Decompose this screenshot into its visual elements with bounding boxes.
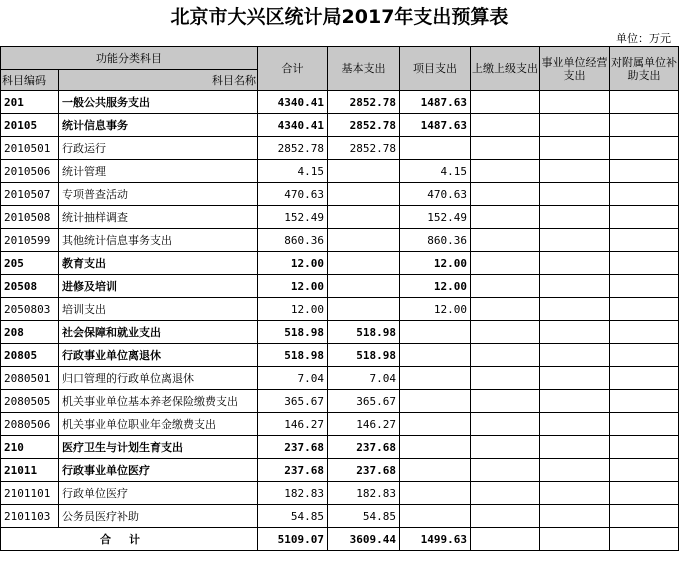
total-cell: 237.68 bbox=[258, 436, 328, 459]
name-cell: 一般公共服务支出 bbox=[59, 91, 258, 114]
subsidy-cell bbox=[610, 183, 679, 206]
table-row bbox=[1, 114, 679, 137]
code-cell: 201 bbox=[1, 91, 59, 114]
project-cell: 152.49 bbox=[400, 206, 471, 229]
name-cell: 公务员医疗补助 bbox=[59, 505, 258, 528]
subsidy-cell bbox=[610, 344, 679, 367]
public-unit-cell bbox=[540, 367, 610, 390]
total-cell: 237.68 bbox=[258, 459, 328, 482]
code-cell: 2010506 bbox=[1, 160, 59, 183]
public-unit-cell bbox=[540, 114, 610, 137]
basic-cell: 237.68 bbox=[328, 436, 400, 459]
code-header: 科目编码 bbox=[1, 70, 59, 91]
public-unit-cell bbox=[540, 436, 610, 459]
subsidy-cell bbox=[610, 206, 679, 229]
basic-cell bbox=[328, 183, 400, 206]
total-cell: 518.98 bbox=[258, 321, 328, 344]
table-row bbox=[1, 505, 679, 528]
total-cell: 12.00 bbox=[258, 252, 328, 275]
subsidy-cell bbox=[610, 275, 679, 298]
total-cell: 2852.78 bbox=[258, 137, 328, 160]
basic-cell bbox=[328, 206, 400, 229]
public-unit-cell bbox=[540, 298, 610, 321]
basic-cell bbox=[328, 229, 400, 252]
public-unit-cell bbox=[540, 91, 610, 114]
public-unit-cell bbox=[540, 482, 610, 505]
total-label: 合计 bbox=[1, 528, 258, 551]
table-row bbox=[1, 413, 679, 436]
total-header: 合计 bbox=[258, 47, 328, 91]
upper-cell bbox=[471, 252, 540, 275]
subsidy-cell bbox=[610, 229, 679, 252]
project-cell bbox=[400, 459, 471, 482]
subsidy-cell bbox=[610, 91, 679, 114]
basic-cell bbox=[328, 252, 400, 275]
upper-cell bbox=[471, 183, 540, 206]
upper-cell bbox=[471, 436, 540, 459]
code-cell: 20105 bbox=[1, 114, 59, 137]
project-cell: 470.63 bbox=[400, 183, 471, 206]
code-cell: 2101103 bbox=[1, 505, 59, 528]
project-cell bbox=[400, 482, 471, 505]
total-cell: 4.15 bbox=[258, 160, 328, 183]
basic-cell: 182.83 bbox=[328, 482, 400, 505]
upper-cell bbox=[471, 413, 540, 436]
total-cell: 12.00 bbox=[258, 275, 328, 298]
table-row bbox=[1, 160, 679, 183]
name-cell: 行政事业单位离退休 bbox=[59, 344, 258, 367]
total-row bbox=[1, 528, 679, 551]
code-cell: 20508 bbox=[1, 275, 59, 298]
subsidy-cell bbox=[610, 367, 679, 390]
page-title: 北京市大兴区统计局2017年支出预算表 bbox=[170, 6, 509, 28]
table-row bbox=[1, 183, 679, 206]
basic-cell bbox=[328, 275, 400, 298]
upper-cell bbox=[471, 275, 540, 298]
total-cell: 54.85 bbox=[258, 505, 328, 528]
table-row bbox=[1, 459, 679, 482]
total-cell: 470.63 bbox=[258, 183, 328, 206]
upper-cell bbox=[471, 229, 540, 252]
subsidy-header: 对附属单位补助支出 bbox=[610, 47, 679, 91]
public-unit-cell bbox=[540, 413, 610, 436]
func-category-header: 功能分类科目 bbox=[1, 47, 258, 70]
upper-cell bbox=[471, 321, 540, 344]
total-cell: 365.67 bbox=[258, 390, 328, 413]
total-cell: 860.36 bbox=[258, 229, 328, 252]
basic-header: 基本支出 bbox=[328, 47, 400, 91]
code-cell: 205 bbox=[1, 252, 59, 275]
name-cell: 统计信息事务 bbox=[59, 114, 258, 137]
table-row bbox=[1, 91, 679, 114]
table-row bbox=[1, 229, 679, 252]
code-cell: 2010508 bbox=[1, 206, 59, 229]
subsidy-cell bbox=[610, 321, 679, 344]
table-row bbox=[1, 482, 679, 505]
project-cell: 12.00 bbox=[400, 275, 471, 298]
table-row bbox=[1, 252, 679, 275]
basic-cell bbox=[328, 160, 400, 183]
basic-cell: 365.67 bbox=[328, 390, 400, 413]
public-unit-cell bbox=[540, 206, 610, 229]
public-unit-cell bbox=[540, 459, 610, 482]
table-row bbox=[1, 321, 679, 344]
grand-total-cell: 5109.07 bbox=[258, 528, 328, 551]
upper-cell bbox=[471, 298, 540, 321]
project-cell bbox=[400, 321, 471, 344]
project-cell: 860.36 bbox=[400, 229, 471, 252]
project-cell bbox=[400, 137, 471, 160]
name-cell: 机关事业单位职业年金缴费支出 bbox=[59, 413, 258, 436]
subsidy-cell bbox=[610, 298, 679, 321]
upper-cell bbox=[471, 137, 540, 160]
upper-cell bbox=[471, 390, 540, 413]
public-unit-cell bbox=[540, 390, 610, 413]
code-cell: 210 bbox=[1, 436, 59, 459]
basic-cell: 518.98 bbox=[328, 321, 400, 344]
table-row bbox=[1, 367, 679, 390]
public-unit-cell bbox=[540, 528, 610, 551]
upper-cell bbox=[471, 459, 540, 482]
grand-basic-cell: 3609.44 bbox=[328, 528, 400, 551]
code-cell: 21011 bbox=[1, 459, 59, 482]
code-cell: 2080501 bbox=[1, 367, 59, 390]
subsidy-cell bbox=[610, 505, 679, 528]
project-cell bbox=[400, 436, 471, 459]
name-cell: 其他统计信息事务支出 bbox=[59, 229, 258, 252]
code-cell: 2010507 bbox=[1, 183, 59, 206]
project-cell bbox=[400, 390, 471, 413]
code-cell: 2080506 bbox=[1, 413, 59, 436]
project-cell: 1487.63 bbox=[400, 91, 471, 114]
name-cell: 行政事业单位医疗 bbox=[59, 459, 258, 482]
project-cell: 1487.63 bbox=[400, 114, 471, 137]
subsidy-cell bbox=[610, 137, 679, 160]
public-unit-cell bbox=[540, 229, 610, 252]
upper-cell bbox=[471, 482, 540, 505]
code-cell: 2050803 bbox=[1, 298, 59, 321]
subsidy-cell bbox=[610, 252, 679, 275]
name-cell: 教育支出 bbox=[59, 252, 258, 275]
code-cell: 20805 bbox=[1, 344, 59, 367]
grand-project-cell: 1499.63 bbox=[400, 528, 471, 551]
project-cell bbox=[400, 505, 471, 528]
subsidy-cell bbox=[610, 482, 679, 505]
project-cell bbox=[400, 344, 471, 367]
public-unit-cell bbox=[540, 275, 610, 298]
subsidy-cell bbox=[610, 459, 679, 482]
public-unit-cell bbox=[540, 137, 610, 160]
project-cell: 12.00 bbox=[400, 252, 471, 275]
table-row bbox=[1, 275, 679, 298]
name-cell: 机关事业单位基本养老保险缴费支出 bbox=[59, 390, 258, 413]
name-cell: 统计管理 bbox=[59, 160, 258, 183]
name-cell: 行政运行 bbox=[59, 137, 258, 160]
unit-label: 单位：万元 bbox=[616, 32, 671, 45]
project-cell bbox=[400, 413, 471, 436]
upper-cell bbox=[471, 160, 540, 183]
basic-cell: 7.04 bbox=[328, 367, 400, 390]
name-cell: 医疗卫生与计划生育支出 bbox=[59, 436, 258, 459]
code-cell: 2080505 bbox=[1, 390, 59, 413]
upper-cell bbox=[471, 91, 540, 114]
upper-cell bbox=[471, 505, 540, 528]
basic-cell bbox=[328, 298, 400, 321]
project-header: 项目支出 bbox=[400, 47, 471, 91]
name-cell: 统计抽样调查 bbox=[59, 206, 258, 229]
subsidy-cell bbox=[610, 390, 679, 413]
basic-cell: 518.98 bbox=[328, 344, 400, 367]
project-cell bbox=[400, 367, 471, 390]
budget-table bbox=[0, 46, 679, 551]
upper-header: 上缴上级支出 bbox=[471, 47, 540, 91]
total-cell: 4340.41 bbox=[258, 114, 328, 137]
public-unit-header: 事业单位经营支出 bbox=[540, 47, 610, 91]
name-header: 科目名称 bbox=[59, 70, 258, 91]
total-cell: 152.49 bbox=[258, 206, 328, 229]
name-cell: 专项普查活动 bbox=[59, 183, 258, 206]
public-unit-cell bbox=[540, 183, 610, 206]
name-cell: 进修及培训 bbox=[59, 275, 258, 298]
total-cell: 146.27 bbox=[258, 413, 328, 436]
basic-cell: 54.85 bbox=[328, 505, 400, 528]
table-row bbox=[1, 298, 679, 321]
name-cell: 社会保障和就业支出 bbox=[59, 321, 258, 344]
basic-cell: 2852.78 bbox=[328, 137, 400, 160]
code-cell: 2010501 bbox=[1, 137, 59, 160]
name-cell: 归口管理的行政单位离退休 bbox=[59, 367, 258, 390]
total-cell: 12.00 bbox=[258, 298, 328, 321]
table-row bbox=[1, 137, 679, 160]
total-cell: 4340.41 bbox=[258, 91, 328, 114]
upper-cell bbox=[471, 206, 540, 229]
name-cell: 培训支出 bbox=[59, 298, 258, 321]
basic-cell: 2852.78 bbox=[328, 114, 400, 137]
public-unit-cell bbox=[540, 344, 610, 367]
subsidy-cell bbox=[610, 114, 679, 137]
total-cell: 518.98 bbox=[258, 344, 328, 367]
upper-cell bbox=[471, 367, 540, 390]
basic-cell: 2852.78 bbox=[328, 91, 400, 114]
basic-cell: 146.27 bbox=[328, 413, 400, 436]
upper-cell bbox=[471, 528, 540, 551]
public-unit-cell bbox=[540, 252, 610, 275]
code-cell: 208 bbox=[1, 321, 59, 344]
public-unit-cell bbox=[540, 160, 610, 183]
table-row bbox=[1, 344, 679, 367]
table-row bbox=[1, 390, 679, 413]
subsidy-cell bbox=[610, 436, 679, 459]
table-row bbox=[1, 436, 679, 459]
subsidy-cell bbox=[610, 160, 679, 183]
code-cell: 2101101 bbox=[1, 482, 59, 505]
public-unit-cell bbox=[540, 321, 610, 344]
table-row bbox=[1, 206, 679, 229]
public-unit-cell bbox=[540, 505, 610, 528]
upper-cell bbox=[471, 344, 540, 367]
basic-cell: 237.68 bbox=[328, 459, 400, 482]
total-cell: 7.04 bbox=[258, 367, 328, 390]
total-cell: 182.83 bbox=[258, 482, 328, 505]
name-cell: 行政单位医疗 bbox=[59, 482, 258, 505]
subsidy-cell bbox=[610, 413, 679, 436]
project-cell: 4.15 bbox=[400, 160, 471, 183]
upper-cell bbox=[471, 114, 540, 137]
project-cell: 12.00 bbox=[400, 298, 471, 321]
code-cell: 2010599 bbox=[1, 229, 59, 252]
subsidy-cell bbox=[610, 528, 679, 551]
